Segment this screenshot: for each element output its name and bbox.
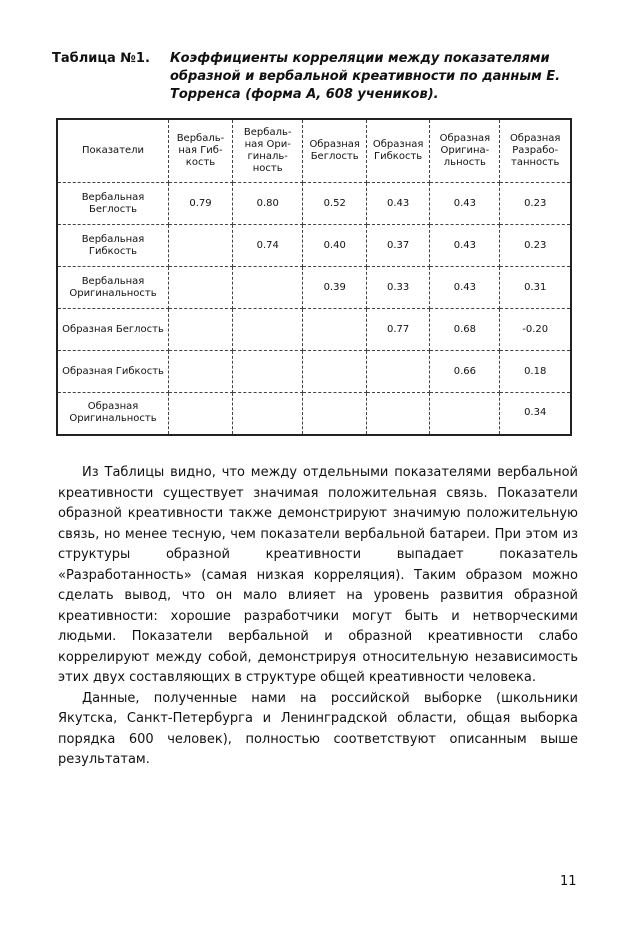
header-cell: Показатели <box>57 119 169 183</box>
table-cell <box>303 351 366 393</box>
header-cell: Образная Разрабо-танность <box>500 119 571 183</box>
table-cell: 0.43 <box>430 183 500 225</box>
table-cell <box>232 267 303 309</box>
table-cell <box>366 351 429 393</box>
header-cell: Образная Беглость <box>303 119 366 183</box>
table-header-row <box>57 119 571 183</box>
table-row <box>57 225 571 267</box>
table-cell <box>169 351 233 393</box>
table-cell <box>169 393 233 435</box>
table-row <box>57 183 571 225</box>
table-cell <box>366 393 429 435</box>
page-number: 11 <box>560 874 577 889</box>
row-label: Вербальная Беглость <box>57 183 169 225</box>
table-cell: -0.20 <box>500 309 571 351</box>
table-title: Коэффициенты корреляции между показателями образной и вербальной креативности по данным Е. Торренса (форма А, 608 учеников). <box>170 51 561 102</box>
table-cell <box>430 393 500 435</box>
table-cell: 0.31 <box>500 267 571 309</box>
table-cell: 0.23 <box>500 225 571 267</box>
paragraph: Из Таблицы видно, что между отдельными показателями вербальной креативности существует значимая положительная связь. Показатели образной креативности также демонстрируют значимую положительную связь, но менее тесную, чем показатели вербальной батареи. При этом из структуры образной креативности выпадает показатель «Разработанность» (самая низкая корреляция). Таким образом можно сделать вывод, что он мало влияет на уровень развития образной креативности: хорошие разработчики могут быть и нетворческими людьми. Показатели вербальной и образной креативности слабо коррелируют между собой, демонстрируя относительную независимость этих двух составляющих в структуре общей креативности человека. <box>58 465 578 685</box>
row-label: Образная Оригинальность <box>57 393 169 435</box>
table-cell <box>232 351 303 393</box>
table-cell <box>232 393 303 435</box>
header-cell: Вербаль-ная Ори-гиналь-ность <box>232 119 303 183</box>
table-cell <box>232 309 303 351</box>
table-row <box>57 351 571 393</box>
row-label: Вербальная Оригинальность <box>57 267 169 309</box>
table-cell: 0.18 <box>500 351 571 393</box>
table-row <box>57 309 571 351</box>
table-cell: 0.77 <box>366 309 429 351</box>
header-cell: Вербаль-ная Гиб-кость <box>169 119 233 183</box>
table-label: Таблица №1. <box>52 51 150 66</box>
table-cell <box>303 393 366 435</box>
table-cell: 0.68 <box>430 309 500 351</box>
table-cell <box>169 225 233 267</box>
row-label: Вербальная Гибкость <box>57 225 169 267</box>
table-cell: 0.43 <box>430 267 500 309</box>
body-text <box>58 463 578 771</box>
row-label: Образная Гибкость <box>57 351 169 393</box>
table-cell: 0.34 <box>500 393 571 435</box>
row-label: Образная Беглость <box>57 309 169 351</box>
table-row <box>57 393 571 435</box>
header-cell: Образная Оригина-льность <box>430 119 500 183</box>
table-cell: 0.37 <box>366 225 429 267</box>
table-cell: 0.52 <box>303 183 366 225</box>
table-cell: 0.23 <box>500 183 571 225</box>
table-cell: 0.39 <box>303 267 366 309</box>
table-cell <box>169 267 233 309</box>
table-cell: 0.40 <box>303 225 366 267</box>
header-cell: Образная Гибкость <box>366 119 429 183</box>
table-cell: 0.33 <box>366 267 429 309</box>
table-cell: 0.43 <box>366 183 429 225</box>
table-cell: 0.80 <box>232 183 303 225</box>
table-cell <box>169 309 233 351</box>
table-cell: 0.74 <box>232 225 303 267</box>
table-cell: 0.43 <box>430 225 500 267</box>
table-cell <box>303 309 366 351</box>
table-cell: 0.79 <box>169 183 233 225</box>
table-cell: 0.66 <box>430 351 500 393</box>
table-row <box>57 267 571 309</box>
paragraph: Данные, полученные нами на российской выборке (школьники Якутска, Санкт-Петербурга и Ленинградской области, общая выборка порядка 600 человек), полностью соответствуют описанным выше результатам. <box>58 690 578 767</box>
correlation-table <box>56 118 572 436</box>
